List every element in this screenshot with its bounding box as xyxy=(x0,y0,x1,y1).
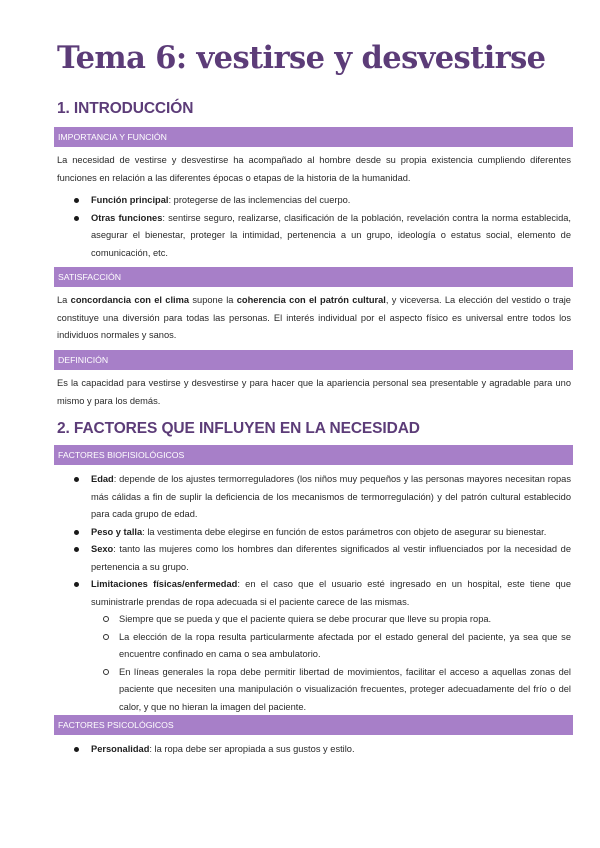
circle-bullet-icon xyxy=(103,669,109,675)
text-run: supone la xyxy=(189,295,237,305)
list-item xyxy=(57,741,571,759)
subsection-bar-satisfaccion: SATISFACCIÓN xyxy=(54,267,573,287)
sub-list-item xyxy=(91,611,571,629)
sub-item-text: En líneas generales la ropa debe permitir libertad de movimientos, facilitar el acceso a aquellas zonas del paciente que necesiten una manipulación o visualización frecuentes, proteger adecuadamente del frío o del calor, y que no hieran la imagen del paciente. xyxy=(119,666,571,712)
subsection-bar-definicion: DEFINICIÓN xyxy=(54,350,573,370)
list-item xyxy=(57,192,571,210)
subsection-bar-biofisiologicos: FACTORES BIOFISIOLÓGICOS xyxy=(54,445,573,465)
sub-item-text: La elección de la ropa resulta particularmente afectada por el estado general del paciente, ya sea que se encuentre confinado en cama o sea ambulatorio. xyxy=(119,631,571,659)
paragraph-importancia: La necesidad de vestirse y desvestirse ha acompañado al hombre desde su propia existencia cumpliendo diferentes funciones en relación a las diferentes épocas o etapas de la historia de la humanidad. xyxy=(57,155,571,183)
bullet-list-biofisiologicos xyxy=(57,471,571,716)
text-run: La xyxy=(57,295,71,305)
item-label: Limitaciones físicas/enfermedad xyxy=(91,579,238,589)
item-text: : depende de los ajustes termorreguladores (los niños muy pequeños y las personas mayores necesitan ropas más cálidas a fin de suplir la deficiencia de los mecanismos de termorregulación) y del patrón cultural establecido para cada grupo de edad. xyxy=(91,474,571,519)
item-text: : tanto las mujeres como los hombres dan diferentes significados al vestir influenciados por la necesidad de pertenencia a su grupo. xyxy=(91,544,571,572)
text-run: , y viceversa. La elección del vestido o traje constituye una diversión para todas las personas. El interés individual por el aspecto físico es universal entre todos los individuos normales y sanos. xyxy=(57,295,571,340)
section-heading-factores: 2. FACTORES QUE INFLUYEN EN LA NECESIDAD xyxy=(57,420,420,437)
item-label: Peso y talla xyxy=(91,526,143,537)
bullet-icon xyxy=(74,547,79,552)
sub-item-text: Siempre que se pueda y que el paciente quiera se debe procurar que lleve su propia ropa. xyxy=(119,614,492,624)
circle-bullet-icon xyxy=(103,616,109,622)
item-text: : la vestimenta debe elegirse en función de estos parámetros con objeto de asegurar su bienestar. xyxy=(142,526,547,537)
bullet-list-funciones xyxy=(57,192,571,262)
list-item xyxy=(57,524,571,542)
bold-run: coherencia con el patrón cultural xyxy=(236,295,386,305)
paragraph-definicion: Es la capacidad para vestirse y desvestirse y para hacer que la apariencia personal sea presentable y agradable para uno mismo y para los demás. xyxy=(57,378,571,406)
bullet-icon xyxy=(74,582,79,587)
section-heading-introduccion: 1. INTRODUCCIÓN xyxy=(57,100,194,117)
sub-list-item xyxy=(91,629,571,664)
bold-run: concordancia con el clima xyxy=(70,295,190,305)
bullet-icon xyxy=(74,216,79,221)
bullet-icon xyxy=(74,530,79,535)
bullet-icon xyxy=(74,198,79,203)
bullet-list-psicologicos xyxy=(57,741,571,759)
subsection-bar-importancia: IMPORTANCIA Y FUNCIÓN xyxy=(54,127,573,147)
item-label: Sexo xyxy=(91,544,114,554)
list-item xyxy=(57,210,571,263)
page-title: Tema 6: vestirse y desvestirse xyxy=(57,40,546,76)
item-label: Función principal xyxy=(91,195,169,205)
list-item xyxy=(57,576,571,716)
bullet-icon xyxy=(74,477,79,482)
item-text: : en el caso que el usuario esté ingresado en un hospital, este tiene que suministrarle prendas de ropa adecuada si el paciente carece de las mismas. xyxy=(91,579,571,607)
item-text: : protegerse de las inclemencias del cuerpo. xyxy=(168,195,351,205)
bullet-icon xyxy=(74,747,79,752)
paragraph-satisfaccion xyxy=(57,292,571,345)
item-label: Personalidad xyxy=(91,744,150,754)
item-text: : sentirse seguro, realizarse, clasificación de la población, revelación contra la norma establecida, asegurar el bienestar, proteger la intimidad, pertenencia a un grupo, ideología o estatus social, elemento de comunicación, etc. xyxy=(91,212,571,258)
sub-list-item xyxy=(91,664,571,717)
item-label: Otras funciones xyxy=(91,212,163,223)
subsection-bar-psicologicos: FACTORES PSICOLÓGICOS xyxy=(54,715,573,735)
item-text: : la ropa debe ser apropiada a sus gustos y estilo. xyxy=(149,744,355,754)
sub-list xyxy=(91,611,571,716)
item-label: Edad xyxy=(91,474,114,484)
list-item xyxy=(57,471,571,524)
list-item xyxy=(57,541,571,576)
circle-bullet-icon xyxy=(103,634,109,640)
